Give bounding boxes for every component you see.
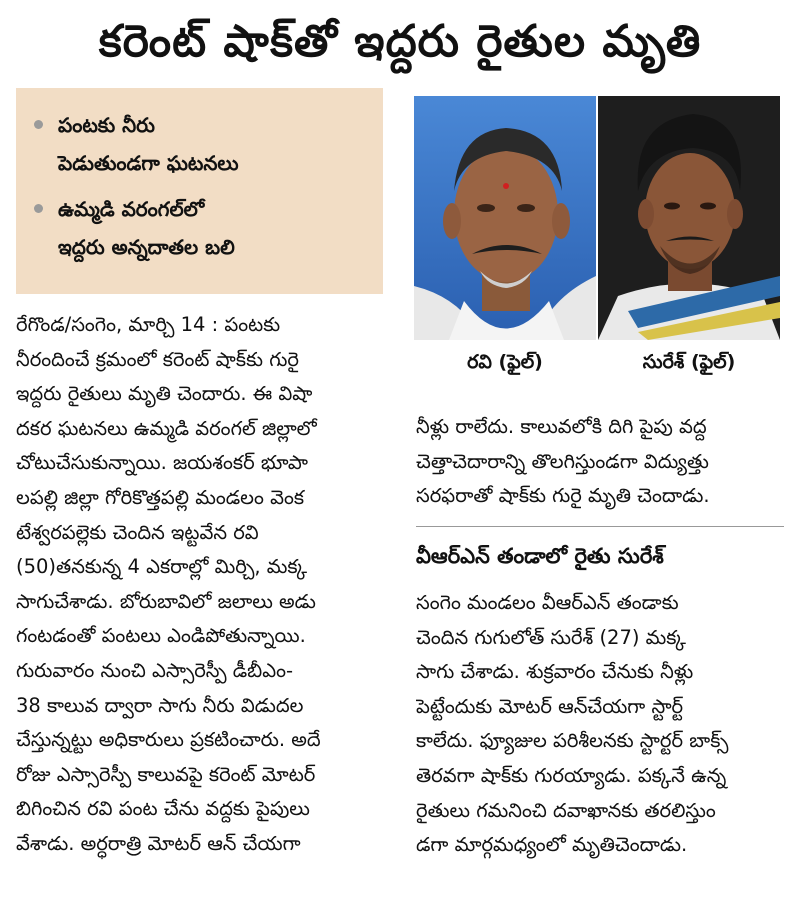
portrait-ravi-image [414,96,596,340]
highlight-line: ఉమ్మడి వరంగల్‌లో [58,197,205,221]
highlight-line: ఇద్దరు అన్నదాతల బలి [58,235,235,259]
text-line: చెందిన గుగులోత్‌ సురేశ్‌ (27) మక్క [416,625,686,649]
highlight-item [34,106,371,182]
text-line: రైతులు గమనించి దవాఖానకు తరలిస్తుం [416,798,716,822]
highlight-item [34,190,371,266]
text-line: చెత్తాచెదారాన్ని తొలగిస్తుండగా విద్యుత్తు [416,449,709,473]
highlight-line: పెడుతుండగా ఘటనలు [58,151,239,175]
text-line: గురువారం నుంచి ఎస్సారెస్పీ డీబీఎం- [16,658,294,682]
text-line: తెరవగా షాక్‌కు గురయ్యాడు. పక్కనే ఉన్న [416,763,727,787]
article-column-left [16,308,388,862]
article-column-right-top [416,410,788,514]
photo-ravi [414,96,596,340]
text-line: దకర ఘటనలు ఉమ్మడి వరంగల్‌ జిల్లాలో [16,416,317,440]
article-column-right-bottom [416,586,788,863]
text-line: రోజు ఎస్సారెస్పీ కాలువపై కరెంట్‌ మోటర్‌ [16,762,316,786]
bullet-icon [34,204,43,213]
subheading: వీఆర్‌ఎన్‌ తండాలో రైతు సురేశ్‌ [416,544,664,568]
section-divider [416,526,784,527]
text-line: సంగెం మండలం వీఆర్‌ఎన్‌ తండాకు [416,591,679,614]
text-line: నీరందించే క్రమంలో కరెంట్‌ షాక్‌కు గురై [16,347,299,371]
text-line: 38 కాలువ ద్వారా సాగు నీరు విడుదల [16,693,304,717]
text-line: గంటడంతో పంటలు ఎండిపోతున్నాయి. [16,624,306,648]
text-line: రేగొండ/సంగెం, మార్చి 14 : పంటకు [16,313,281,336]
portrait-suresh-image [598,96,780,340]
text-line: కాలేదు. ఫ్యూజుల పరిశీలనకు స్టార్టర్‌ బాక్స్‌ [416,729,729,753]
text-line: డగా మార్గమధ్యంలో మృతిచెందాడు. [416,833,688,857]
text-line: టేశ్వరపల్లెకు చెందిన ఇట్టవేన రవి [16,520,259,544]
text-line: నీళ్లు రాలేదు. కాలువలోకి దిగి పైపు వద్ద [416,415,707,438]
text-line: సాగు చేశాడు. శుక్రవారం చేనుకు నీళ్లు [416,660,694,684]
photo-caption-ravi: రవి (ఫైల్‌) [467,351,543,373]
photo-caption-suresh: సురేశ్‌ (ఫైల్‌) [642,351,736,373]
text-line: వేశాడు. అర్ధరాత్రి మోటర్‌ ఆన్‌ చేయగా [16,831,301,855]
text-line: ఇద్దరు రైతులు మృతి చెందారు. ఈ విషా [16,382,313,406]
highlight-line: పంటకు నీరు [58,113,155,137]
text-line: బిగించిన రవి పంట చేను వద్దకు పైపులు [16,797,310,821]
headline: కరెంట్‌ షాక్‌తో ఇద్దరు రైతుల మృతి [98,16,702,67]
text-line: లపల్లి జిల్లా గోరికొత్తపల్లి మండలం వెంక [16,485,305,509]
photo-suresh [598,96,780,340]
text-line: సాగుచేశాడు. బోరుబావిలో జలాలు అడు [16,589,316,613]
text-line: చోటుచేసుకున్నాయి. జయశంకర్‌ భూపా [16,451,309,475]
text-line: పెట్టేందుకు మోటర్‌ ఆన్‌చేయగా స్టార్ట్‌ [416,694,684,718]
text-line: (50)తనకున్న 4 ఎకరాల్లో మిర్చి, మక్క [16,555,308,579]
text-line: సరఫరాతో షాక్‌కు గురై మృతి చెందాడు. [416,484,710,508]
highlights-box [16,88,383,294]
bullet-icon [34,120,43,129]
text-line: చేస్తున్నట్టు అధికారులు ప్రకటించారు. అదే [16,728,321,752]
